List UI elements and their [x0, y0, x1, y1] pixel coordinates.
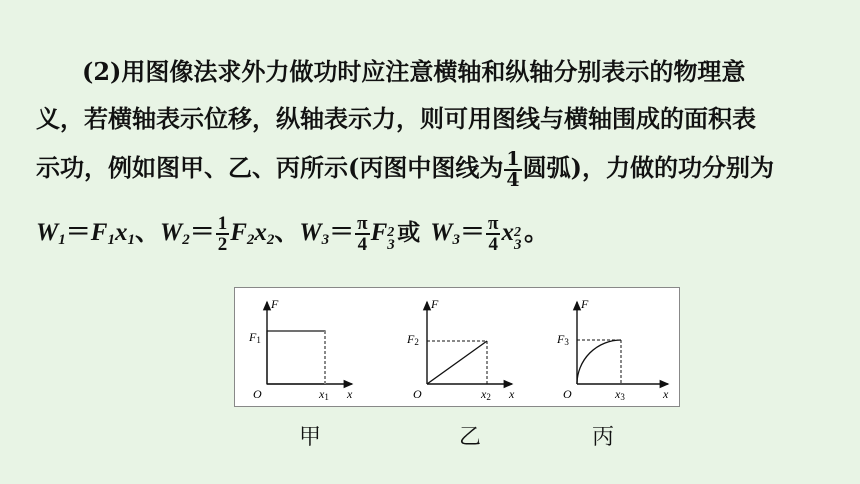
f2-symbol: $F_2$ [230, 219, 255, 248]
constant-force-line [267, 331, 325, 384]
x1-symbol: $x_1$ [114, 219, 135, 248]
graphs-svg [235, 288, 679, 406]
x-axis-label: x [663, 387, 669, 401]
fraction-denominator: 4 [506, 168, 520, 191]
equals-sign: ＝ [329, 219, 355, 246]
separator: 、 [134, 219, 160, 246]
text-line-3 [36, 148, 774, 190]
x-axis-label: x [347, 387, 353, 401]
graph-jia [248, 297, 353, 402]
force-displacement-figure [234, 287, 680, 407]
or-word: 或 [397, 219, 421, 246]
y-axis-label: F [581, 297, 589, 311]
y-axis-label: F [431, 297, 439, 311]
text-line-2: 义，若横轴表示位移，纵轴表示力，则可用图线与横轴围成的面积表 [36, 104, 756, 133]
linear-force-line [427, 341, 487, 384]
equals-sign: ＝ [189, 219, 215, 246]
w2-symbol: $W_2$ [159, 219, 190, 248]
pi-over-four: $\frac{\pi}{4}$ [357, 213, 368, 256]
graph-bing [556, 297, 669, 402]
w3-symbol: $W_3$ [299, 219, 330, 248]
x2-symbol: $x_2$ [254, 219, 275, 248]
pi-over-four-alt: $\frac{\pi}{4}$ [488, 213, 499, 256]
text-line-3-end: 圆弧)，力做的功分别为 [522, 153, 774, 182]
f2-label: F2 [407, 332, 419, 347]
f3-label: F3 [557, 332, 569, 347]
f1-label: F1 [249, 330, 261, 345]
x-axis-label: x [509, 387, 515, 401]
period: 。 [523, 219, 549, 246]
x3-label: x3 [615, 387, 625, 402]
graph-yi [406, 297, 515, 402]
x1-label: x1 [319, 387, 329, 402]
work-formula-line [36, 212, 549, 254]
f3-squared: F 2 3 [370, 219, 395, 253]
x2-label: x2 [481, 387, 491, 402]
half-fraction: $\frac{1}{2}$ [217, 213, 228, 256]
fraction-numerator: 1 [506, 147, 520, 170]
caption-yi: 乙 [459, 425, 482, 450]
w1-symbol: $W_1$ [36, 219, 66, 248]
separator: 、 [274, 219, 300, 246]
x3-squared: x 2 3 [501, 219, 522, 253]
w3-symbol-alt: $W_3$ [430, 219, 460, 248]
y-axis-label: F [271, 297, 279, 311]
caption-bing: 丙 [592, 425, 615, 450]
equals-sign: ＝ [460, 219, 486, 246]
origin-label: O [563, 387, 572, 401]
equals-sign: ＝ [65, 219, 91, 246]
text-line-3-start: 示功，例如图甲、乙、丙所示(丙图中图线为 [36, 153, 504, 182]
origin-label: O [413, 387, 422, 401]
text-line-1: (2)用图像法求外力做功时应注意横轴和纵轴分别表示的物理意 [82, 57, 746, 86]
quarter-fraction [504, 147, 521, 191]
quarter-arc-curve [577, 340, 621, 384]
f1-symbol: $F_1$ [90, 219, 115, 248]
caption-jia: 甲 [299, 425, 322, 450]
origin-label: O [253, 387, 262, 401]
